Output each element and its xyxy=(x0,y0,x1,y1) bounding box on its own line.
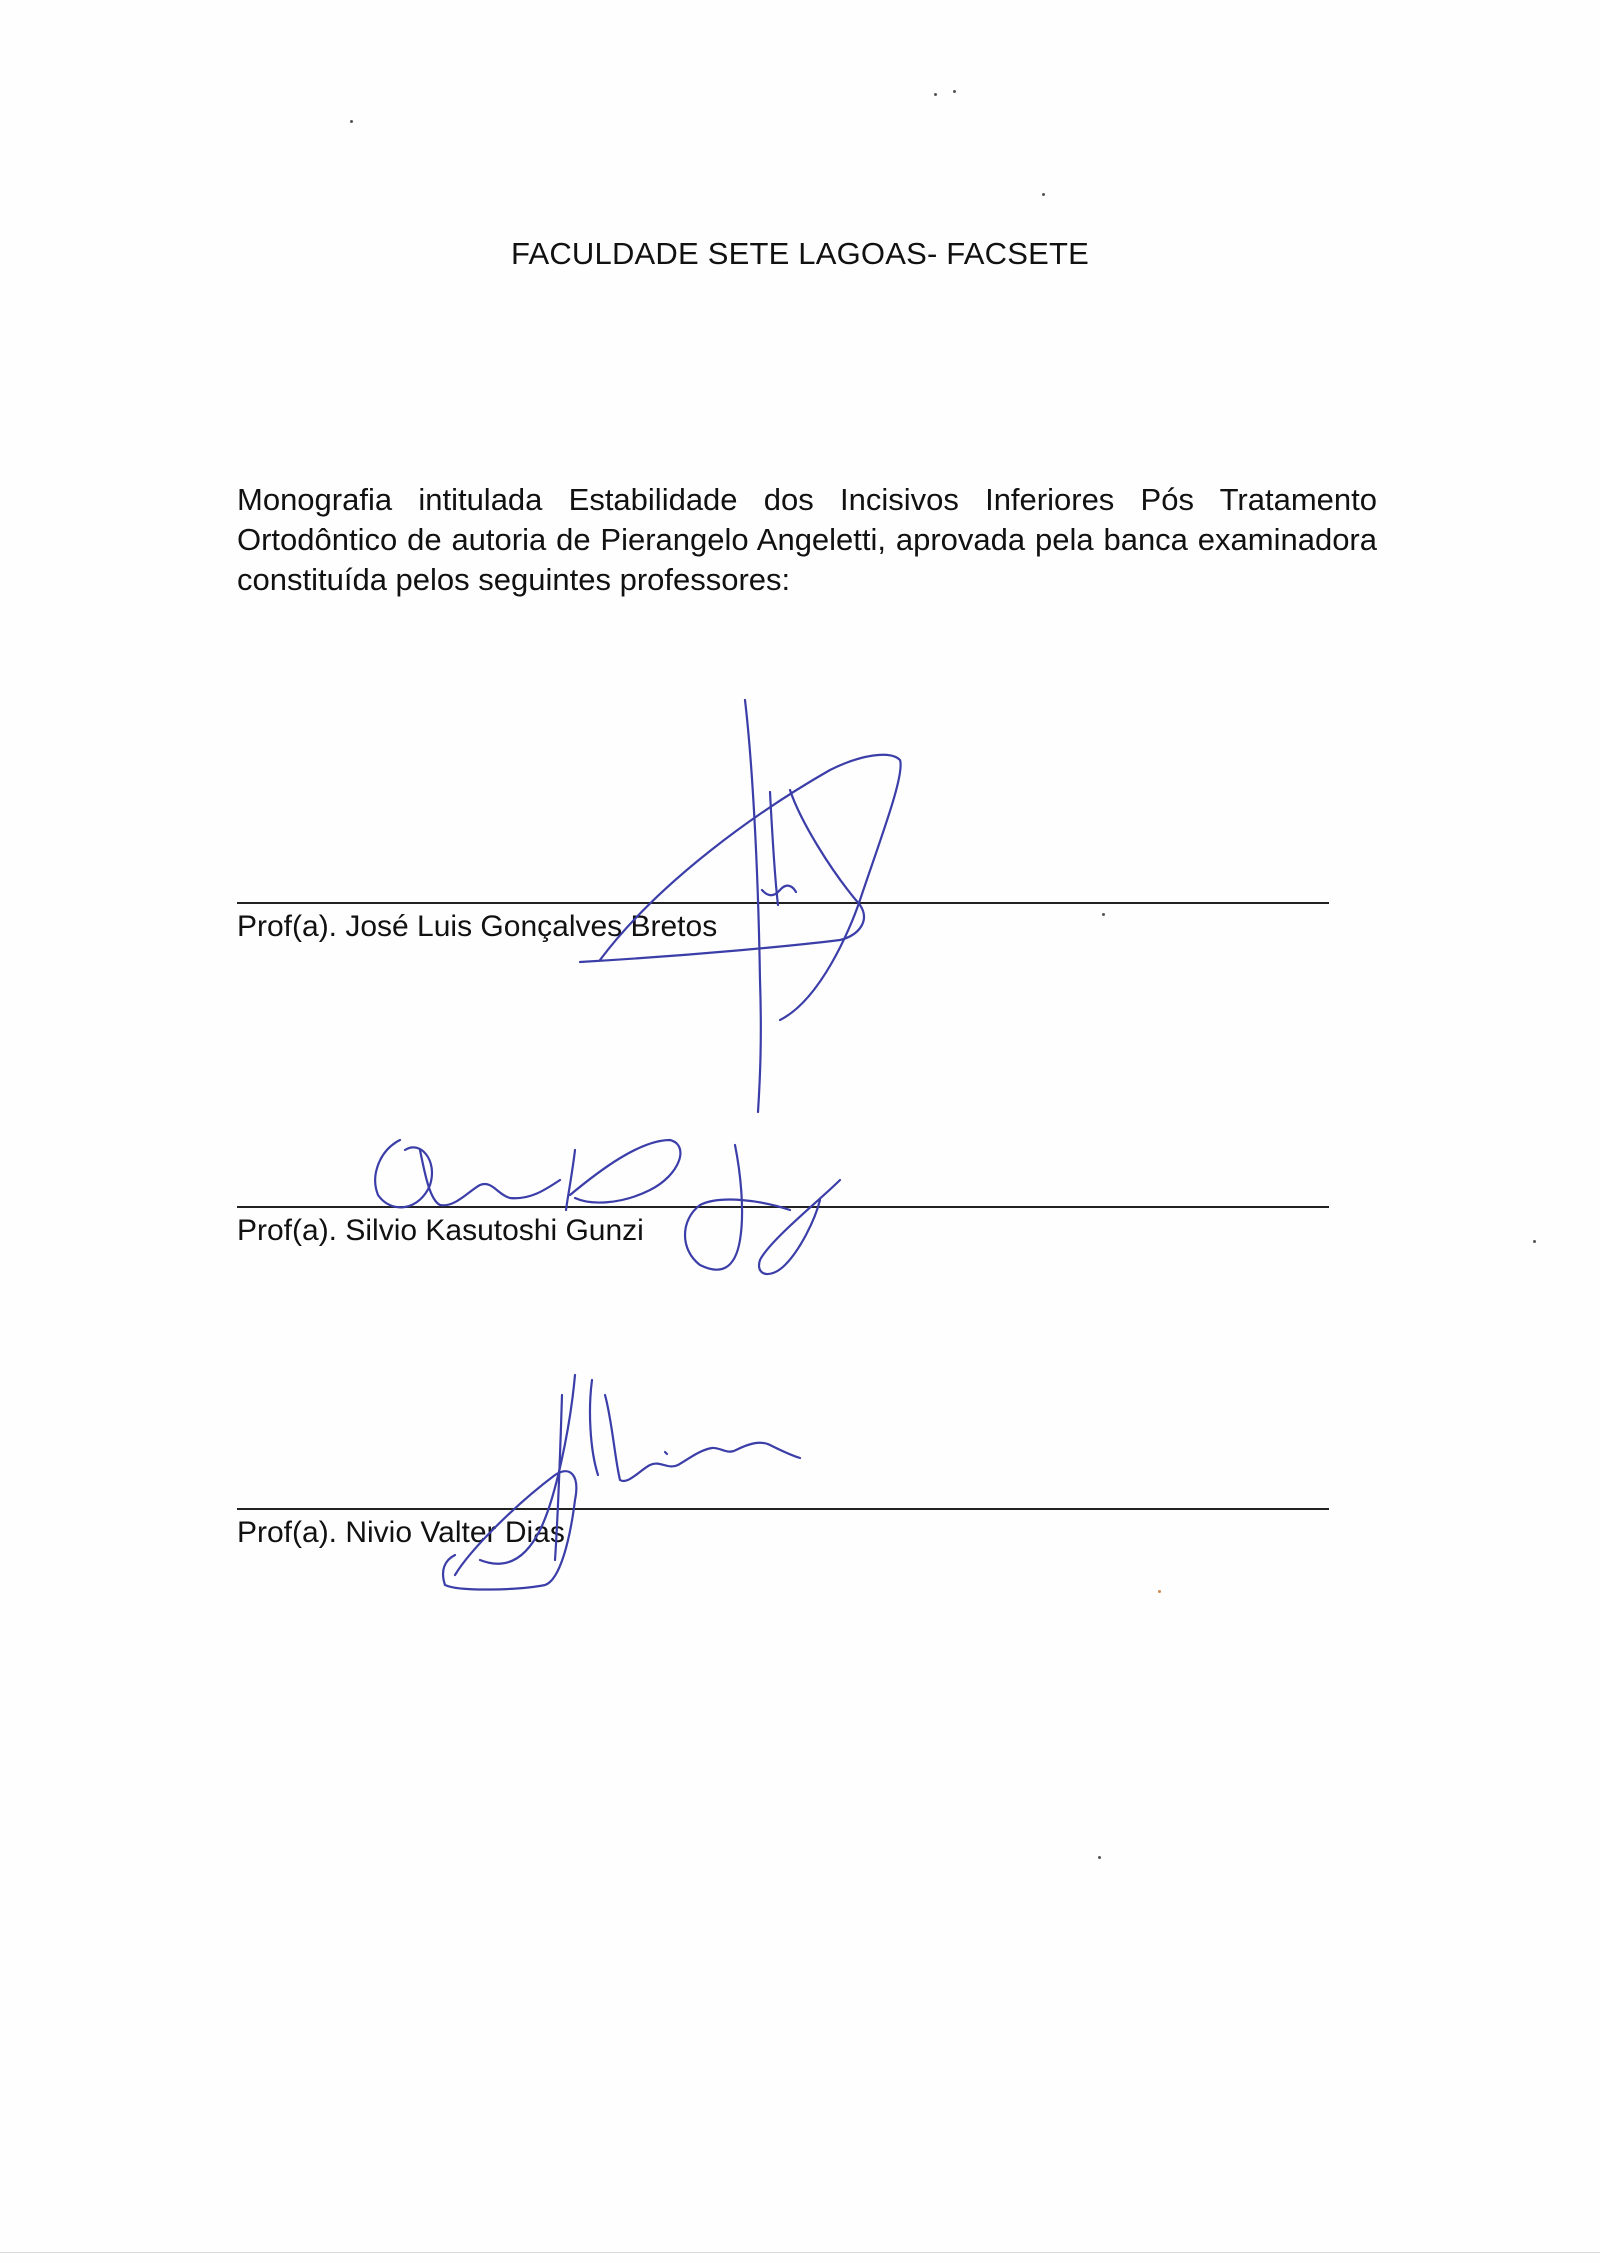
signature-block-3 xyxy=(237,1508,1329,1550)
signature-dias xyxy=(443,1375,800,1590)
scan-speck xyxy=(1042,193,1045,196)
approval-statement: Monografia intitulada Estabilidade dos Incisivos Inferiores Pós Tratamento Ortodôntico de autoria de Pierangelo Angeletti, aprovada pela banca examinadora constituída pelos seguintes professores: xyxy=(237,482,1377,597)
scan-speck xyxy=(1158,1590,1161,1593)
scan-speck xyxy=(1102,913,1105,916)
signature-line xyxy=(237,1206,1329,1208)
scan-speck xyxy=(934,93,937,96)
examiner-name: Prof(a). Nivio Valter Dias xyxy=(237,1516,565,1549)
institution-title: FACULDADE SETE LAGOAS- FACSETE xyxy=(511,236,1089,271)
signature-line xyxy=(237,1508,1329,1510)
signature-block-1 xyxy=(237,902,1329,944)
scan-speck xyxy=(953,90,956,93)
signature-block-2 xyxy=(237,1206,1329,1248)
scan-speck xyxy=(350,120,353,123)
scan-speck xyxy=(1098,1856,1101,1859)
signature-line xyxy=(237,902,1329,904)
examiner-name: Prof(a). José Luis Gonçalves Bretos xyxy=(237,910,718,943)
scan-speck xyxy=(1533,1240,1536,1243)
examiner-name: Prof(a). Silvio Kasutoshi Gunzi xyxy=(237,1214,644,1247)
scan-edge xyxy=(0,2252,1600,2253)
